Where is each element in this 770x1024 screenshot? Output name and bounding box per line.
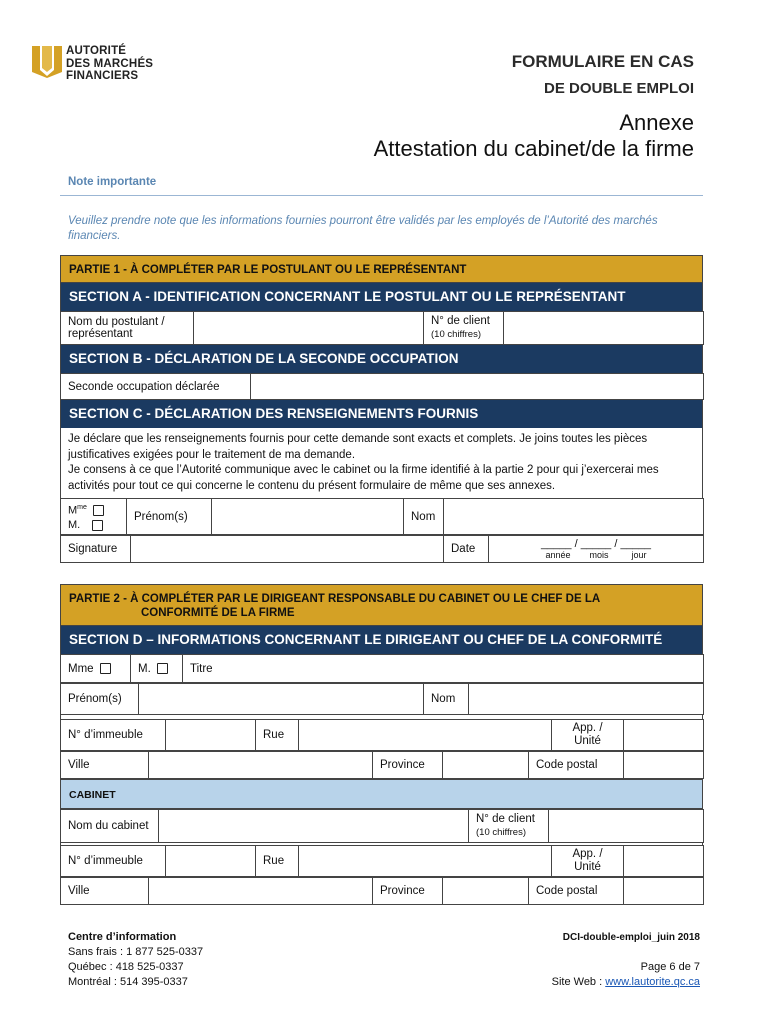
c-immeuble-field[interactable] [166,846,256,877]
date-year-hint: année [545,550,571,560]
d-mme-checkbox[interactable] [100,663,111,674]
title-choice: $M^{me}$ M. [61,499,127,535]
signature-table [60,535,704,563]
cabinet-client-label: N° de client (10 chiffres) [469,810,549,843]
client-number-field[interactable] [504,312,704,345]
mme-checkbox[interactable] [93,505,104,516]
d-immeuble-field[interactable] [166,720,256,751]
d-m-checkbox[interactable] [157,663,168,674]
footer-meta [552,930,700,990]
form-title-line2: DE DOUBLE EMPLOI [543,80,694,97]
quebec-phone: Québec : 418 525-0337 [68,961,184,973]
d-ville-field[interactable] [149,752,373,779]
website-link[interactable]: www.lautorite.qc.ca [605,976,700,988]
annexe-heading: Annexe [619,110,694,135]
sectionC-table [60,498,704,535]
prenom-label: Prénom(s) [127,499,212,535]
c-rue-label: Rue [256,846,299,877]
c-app-label: App. / Unité [552,846,624,877]
sectionA-title: SECTION A - IDENTIFICATION CONCERNANT LE POSTULANT OU LE REPRÉSENTANT [60,283,703,311]
sectionD-title-row [60,654,704,683]
m-checkbox[interactable] [92,520,103,531]
cabinet-city-row [60,877,704,905]
d-prenom-label: Prénom(s) [61,684,139,715]
applicant-name-label: Nom du postulant / représentant [61,312,194,345]
date-field[interactable]: _____ / _____ / _____ année mois jour [489,536,704,563]
occupation-field[interactable] [251,374,704,400]
website-line: Site Web : www.lautorite.qc.ca [551,976,700,988]
d-immeuble-label: N° d’immeuble [61,720,166,751]
c-ville-label: Ville [61,878,149,905]
declaration-text: Je déclare que les renseignements fournis pour cette demande sont exacts et complets. Je joins toutes les pièces justificatives exigées pour le traitement de ma demande. Je consens à ce que l’Autorité communique avec le cabinet ou la firme identifié à la partie 2 pour qui j’exercerai mes activités pour tout ce qui concerne le contenu du présent formulaire de même que ses annexes. [60,428,703,498]
cabinet-name-label: Nom du cabinet [61,810,159,843]
sectionD-address-row [60,719,704,751]
d-nom-label: Nom [424,684,469,715]
d-ville-label: Ville [61,752,149,779]
sectionD-name-row [60,683,704,715]
amf-logo-icon [32,44,62,78]
d-province-field[interactable] [443,752,529,779]
d-prenom-field[interactable] [139,684,424,715]
signature-field[interactable] [131,536,444,563]
d-app-field[interactable] [624,720,704,751]
montreal-phone: Montréal : 514 395-0337 [68,976,188,988]
sectionB-table [60,373,704,400]
note-divider [60,195,703,196]
client-number-label: N° de client (10 chiffres) [424,312,504,345]
d-nom-field[interactable] [469,684,704,715]
part2-title: PARTIE 2 - À COMPLÉTER PAR LE DIRIGEANT RESPONSABLE DU CABINET OU LE CHEF DE LA CONFORMITÉ DE LA FIRME [60,584,703,626]
cabinet-client-field[interactable] [549,810,704,843]
signature-label: Signature [61,536,131,563]
c-rue-field[interactable] [299,846,552,877]
d-rue-field[interactable] [299,720,552,751]
cabinet-address-row [60,845,704,877]
page-number: Page 6 de 7 [640,961,700,973]
c-immeuble-label: N° d’immeuble [61,846,166,877]
sectionC-title: SECTION C - DÉCLARATION DES RENSEIGNEMENTS FOURNIS [60,400,703,428]
note-text: Veuillez prendre note que les informations fournies pourront être validés par les employés de l’Autorité des marchés financiers. [68,215,658,242]
org-name: AUTORITÉ DES MARCHÉS FINANCIERS [66,45,154,82]
sectionB-title: SECTION B - DÉCLARATION DE LA SECONDE OCCUPATION [60,345,703,373]
c-ville-field[interactable] [149,878,373,905]
occupation-label: Seconde occupation déclarée [61,374,251,400]
part1-block [60,255,703,563]
applicant-name-field[interactable] [194,312,424,345]
date-day-hint: jour [631,550,647,560]
d-app-label: App. / Unité [552,720,624,751]
form-title-line1: FORMULAIRE EN CAS [511,52,694,71]
titre-cell[interactable] [183,655,704,683]
footer-contact [68,930,203,990]
d-province-label: Province [373,752,443,779]
c-app-field[interactable] [624,846,704,877]
c-postal-field[interactable] [624,878,704,905]
date-month-hint: mois [589,550,609,560]
c-postal-label: Code postal [529,878,624,905]
prenom-field[interactable] [212,499,404,535]
sectionD-title: SECTION D – INFORMATIONS CONCERNANT LE DIRIGEANT OU CHEF DE LA CONFORMITÉ [60,626,703,654]
page-subtitle: Attestation du cabinet/de la firme [373,136,694,161]
sectionD-city-row [60,751,704,779]
c-province-field[interactable] [443,878,529,905]
info-centre-title: Centre d’information [68,931,177,943]
document-id: DCI-double-emploi_juin 2018 [562,932,700,943]
date-label: Date [444,536,489,563]
toll-free: Sans frais : 1 877 525-0337 [68,946,204,958]
d-postal-label: Code postal [529,752,624,779]
cabinet-title: CABINET [60,779,703,809]
part1-title: PARTIE 1 - À COMPLÉTER PAR LE POSTULANT OU LE REPRÉSENTANT [60,255,703,283]
titre-label: Titre [190,662,213,675]
cabinet-name-row [60,809,704,843]
part2-block [60,584,703,905]
note-heading: Note importante [68,176,157,188]
d-postal-field[interactable] [624,752,704,779]
nom-field[interactable] [444,499,704,535]
sectionA-table [60,311,704,345]
c-province-label: Province [373,878,443,905]
m-choice: M. [131,655,183,683]
cabinet-name-field[interactable] [159,810,469,843]
mme-choice: Mme [61,655,131,683]
d-rue-label: Rue [256,720,299,751]
nom-label: Nom [404,499,444,535]
